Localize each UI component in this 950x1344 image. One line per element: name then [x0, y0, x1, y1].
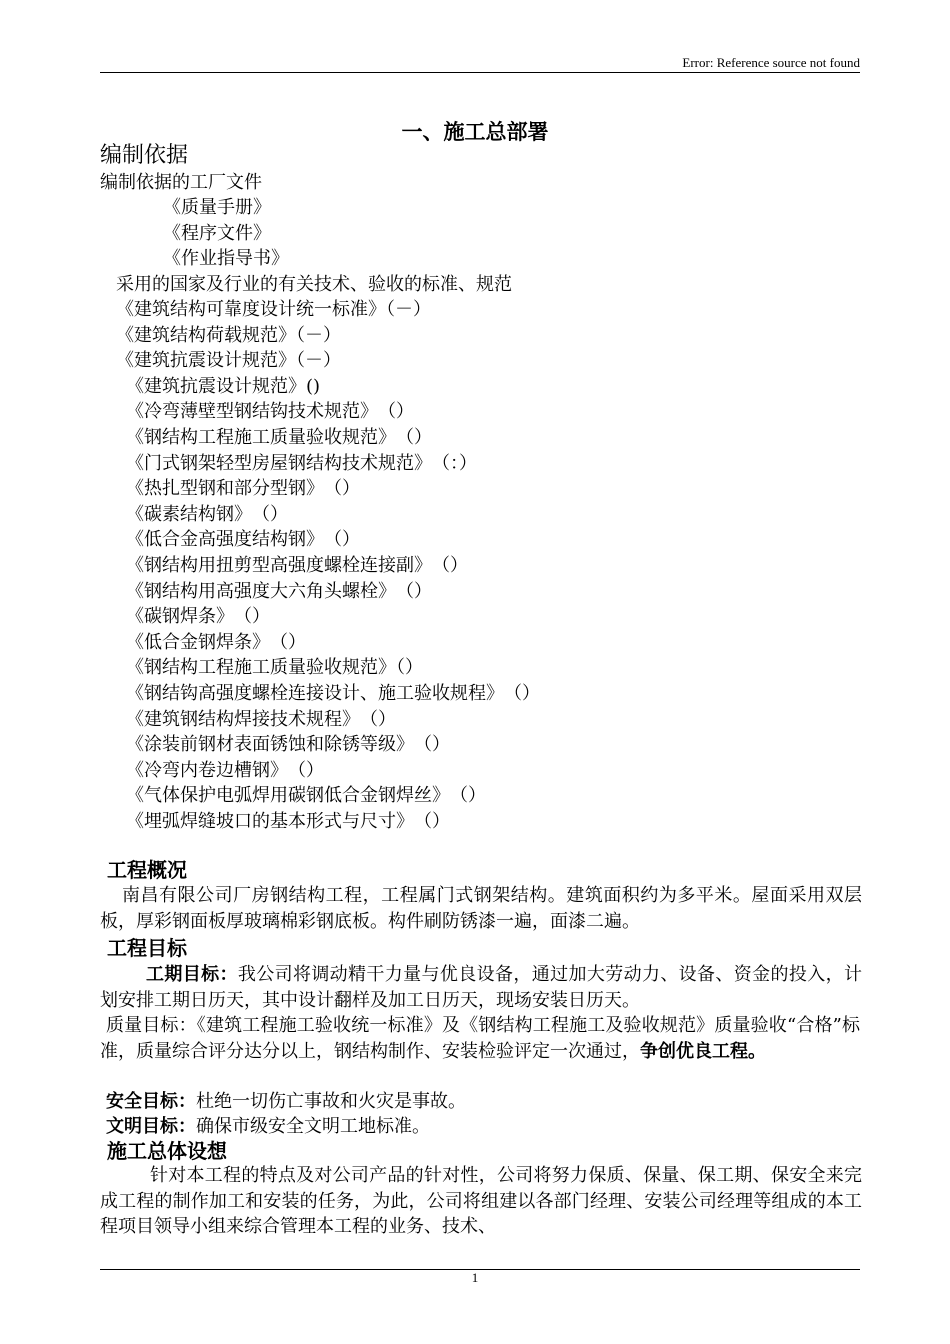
safety-goal-text: 杜绝一切伤亡事故和火灾是事故。 — [196, 1091, 466, 1112]
quality-goal-tail: 争创优良工程。 — [640, 1040, 766, 1062]
standard-item: 《冷弯薄壁型钢结钩技术规范》 （） — [126, 401, 414, 423]
standard-item: 《冷弯内卷边槽钢》 （） — [126, 759, 324, 781]
standard-item: 《涂装前钢材表面锈蚀和除锈等级》 （） — [126, 734, 450, 756]
standard-item: 《建筑结构荷载规范》（－） — [116, 324, 341, 346]
document-title: 一、施工总部署 — [401, 120, 549, 144]
schedule-goal-label: 工期目标： — [146, 964, 238, 985]
safety-goal-line — [106, 1091, 466, 1113]
basis-heading: 编制依据 — [100, 143, 189, 168]
concept-paragraph: 针对本工程的特点及对公司产品的针对性，公司将努力保质、保量、保工期、保安全来完成工程的制作加工和安装的任务，为此，公司将组建以各部门经理、安装公司经理等组成的本工程项目领导小组来综合管理本工程的业务、技术、 — [100, 1165, 862, 1237]
header-rule — [100, 72, 860, 73]
quality-goal-paragraph — [100, 1013, 860, 1064]
standard-item: 《热扎型钢和部分型钢》 （） — [126, 478, 360, 500]
civil-goal-text: 确保市级安全文明工地标准。 — [196, 1116, 430, 1137]
overview-heading: 工程概况 — [107, 858, 187, 882]
standard-item: 《钢结构用扭剪型高强度螺栓连接副》 （） — [126, 555, 468, 576]
standard-item: 《钢结构用高强度大六角头螺栓》 （） — [126, 580, 432, 602]
standard-item: 《钢结构工程施工质量验收规范》 （） — [126, 427, 432, 448]
factory-doc-item: 《作业指导书》 — [163, 248, 289, 269]
factory-doc-item: 《程序文件》 — [163, 222, 271, 244]
standard-item: 《建筑抗震设计规范》() — [126, 375, 321, 397]
running-header: Error: Reference source not found — [682, 55, 860, 70]
standards-heading: 采用的国家及行业的有关技术、验收的标准、规范 — [116, 274, 512, 295]
factory-doc-item: 《质量手册》 — [163, 197, 271, 218]
schedule-goal-text: 我公司将调动精干力量与优良设备，通过加大劳动力、设备、资金的投入，计划安排工期日历天，其中设计翻样及加工日历天，现场安装日历天。 — [100, 964, 862, 1011]
factory-docs-heading: 编制依据的工厂文件 — [100, 172, 262, 193]
standard-item: 《建筑结构可靠度设计统一标准》（－） — [116, 299, 431, 320]
schedule-goal-paragraph — [100, 962, 862, 1013]
standard-item: 《门式钢架轻型房屋钢结构技术规范》 （：） — [126, 452, 477, 474]
standard-item: 《埋弧焊缝坡口的基本形式与尺寸》 （） — [126, 811, 450, 832]
standard-item: 《低合金钢焊条》 （） — [126, 631, 306, 653]
safety-goal-label: 安全目标： — [106, 1091, 196, 1112]
standard-item: 《建筑抗震设计规范》（－） — [116, 350, 341, 372]
standard-item: 《碳钢焊条》 （） — [126, 606, 270, 628]
concept-heading: 施工总体设想 — [107, 1139, 227, 1163]
quality-goal-text: 质量目标：《建筑工程施工验收统一标准》及《钢结构工程施工及验收规范》质量验收“合格”标准，质量综合评分达分以上，钢结构制作、安装检验评定一次通过， — [100, 1015, 860, 1062]
civil-goal-label: 文明目标： — [106, 1116, 196, 1137]
standard-item: 《低合金高强度结构钢》 （） — [126, 529, 360, 551]
standard-item: 《建筑钢结构焊接技术规程》 （） — [126, 708, 396, 730]
standard-item: 《钢结构工程施工质量验收规范》（） — [126, 657, 423, 679]
page-number: 1 — [471, 1270, 479, 1285]
civil-goal-line — [106, 1116, 430, 1138]
standard-item: 《气体保护电弧焊用碳钢低合金钢焊丝》 （） — [126, 785, 486, 807]
overview-paragraph: 南昌有限公司厂房钢结构工程，工程属门式钢架结构。建筑面积约为多平米。屋面采用双层板，厚彩钢面板厚玻璃棉彩钢底板。构件刷防锈漆一遍，面漆二遍。 — [100, 885, 862, 932]
standard-item: 《碳素结构钢》 （） — [126, 503, 288, 525]
standard-item: 《钢结钩高强度螺栓连接设计、施工验收规程》 （） — [126, 683, 540, 704]
goals-heading: 工程目标 — [107, 936, 187, 960]
